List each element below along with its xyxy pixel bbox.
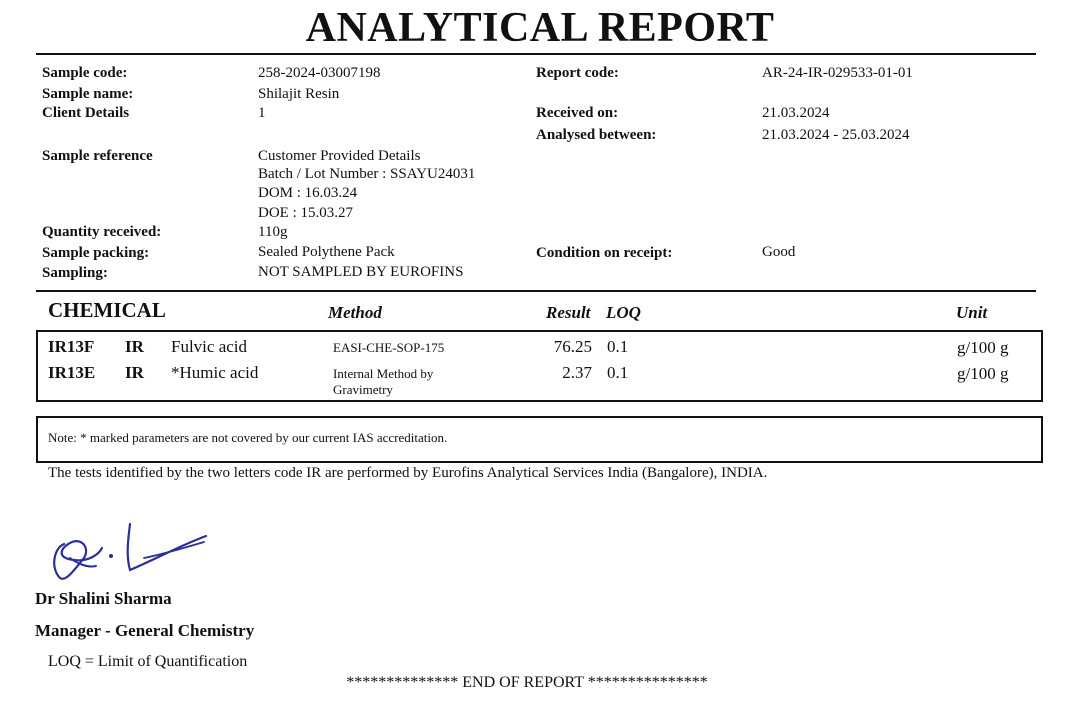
parameter-name: Fulvic acid	[171, 337, 248, 356]
test-result: 2.37	[562, 363, 592, 382]
client-details-label: Client Details	[42, 105, 130, 121]
test-unit: g/100 g	[957, 364, 1009, 383]
received-on-value: 21.03.2024	[762, 105, 830, 121]
sample-packing-value: Sealed Polythene Pack	[258, 244, 395, 260]
signatory-role: Manager - General Chemistry	[35, 621, 255, 640]
analysed-between-label: Analysed between:	[536, 127, 657, 143]
test-loq: 0.1	[607, 363, 629, 382]
sample-name-value: Shilajit Resin	[258, 86, 340, 102]
lab-code: IR	[125, 363, 144, 382]
test-code: IR13F	[48, 337, 95, 356]
client-details-value: 1	[258, 105, 266, 121]
sample-reference-label: Sample reference	[42, 148, 153, 164]
signature-image	[44, 518, 214, 584]
sample-reference-line: Customer Provided Details	[258, 148, 421, 164]
condition-on-receipt-value: Good	[762, 244, 796, 260]
sampling-label: Sampling:	[42, 265, 108, 281]
chemical-section-heading: CHEMICAL	[48, 298, 166, 322]
parameter-name: *Humic acid	[171, 363, 259, 382]
sample-name-label: Sample name:	[42, 86, 134, 102]
sample-reference-line: DOE : 15.03.27	[258, 205, 353, 221]
signatory-name: Dr Shalini Sharma	[35, 589, 172, 608]
test-method-continued: Gravimetry	[333, 382, 393, 397]
sample-code-label: Sample code:	[42, 65, 128, 81]
quantity-received-label: Quantity received:	[42, 224, 162, 240]
sample-packing-label: Sample packing:	[42, 245, 150, 261]
lab-code: IR	[125, 337, 144, 356]
end-of-report: ************** END OF REPORT ***************	[346, 674, 708, 691]
test-method: Internal Method by	[333, 366, 434, 381]
accreditation-note: Note: * marked parameters are not covered by our current IAS accreditation.	[48, 430, 448, 445]
unit-column-header: Unit	[956, 303, 988, 322]
quantity-received-value: 110g	[258, 224, 288, 240]
test-method: EASI-CHE-SOP-175	[333, 340, 445, 355]
loq-definition: LOQ = Limit of Quantification	[48, 653, 248, 670]
result-column-header: Result	[546, 303, 591, 322]
test-code: IR13E	[48, 363, 96, 382]
report-code-label: Report code:	[536, 65, 619, 81]
analysed-between-value: 21.03.2024 - 25.03.2024	[762, 127, 910, 143]
report-code-value: AR-24-IR-029533-01-01	[762, 65, 913, 81]
tests-statement: The tests identified by the two letters code IR are performed by Eurofins Analytical Services India (Bangalore), INDIA.	[48, 465, 768, 481]
method-column-header: Method	[328, 303, 382, 322]
test-result: 76.25	[553, 337, 592, 356]
test-loq: 0.1	[607, 337, 629, 356]
section-rule	[36, 290, 1036, 292]
received-on-label: Received on:	[536, 105, 619, 121]
condition-on-receipt-label: Condition on receipt:	[536, 245, 673, 261]
sample-reference-line: DOM : 16.03.24	[258, 185, 358, 201]
test-unit: g/100 g	[957, 338, 1009, 357]
report-title: ANALYTICAL REPORT	[305, 5, 775, 51]
sample-code-value: 258-2024-03007198	[258, 65, 381, 81]
header-rule	[36, 53, 1036, 55]
sample-reference-line: Batch / Lot Number : SSAYU24031	[258, 166, 476, 182]
loq-column-header: LOQ	[606, 303, 641, 322]
sampling-value: NOT SAMPLED BY EUROFINS	[258, 264, 464, 280]
